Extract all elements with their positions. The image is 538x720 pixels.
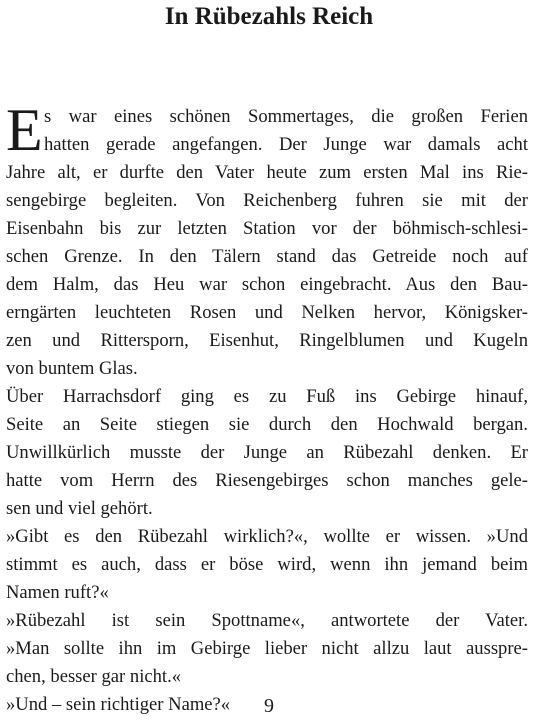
text-line: Jahre alt, er durfte den Vater heute zum ersten Mal ins Rie-	[6, 162, 528, 183]
text-line: »Und – sein richtiger Name?«	[6, 694, 231, 715]
page-number: 9	[264, 695, 274, 717]
text-line: stimmt es auch, dass er böse wird, wenn ihn jemand beim	[6, 554, 528, 575]
text-line: erngärten leuchteten Rosen und Nelken hervor, Königsker-	[6, 302, 528, 323]
text-line: sen und viel gehört.	[6, 498, 153, 519]
text-line: s war eines schönen Sommertages, die großen Ferien	[44, 106, 528, 127]
text-line: Über Harrachsdorf ging es zu Fuß ins Gebirge hinauf,	[6, 386, 528, 407]
chapter-title: In Rübezahls Reich	[164, 3, 374, 30]
drop-cap-letter: E	[6, 97, 43, 163]
text-line: chen, besser gar nicht.«	[6, 666, 182, 687]
text-line: »Man sollte ihn im Gebirge lieber nicht allzu laut ausspre-	[6, 638, 528, 659]
text-line: von buntem Glas.	[6, 358, 138, 379]
text-line: Namen ruft?«	[6, 582, 109, 603]
text-line: »Rübezahl ist sein Spottname«, antwortete der Vater.	[6, 610, 528, 631]
text-line: zen und Rittersporn, Eisenhut, Ringelblumen und Kugeln	[6, 330, 528, 351]
text-line: dem Halm, das Heu war schon eingebracht. Aus den Bau-	[6, 274, 528, 295]
text-line: Eisenbahn bis zur letzten Station vor der böhmisch-schlesi-	[6, 218, 528, 239]
text-line: Unwillkürlich musste der Junge an Rübezahl denken. Er	[6, 442, 528, 463]
body-text	[6, 103, 528, 719]
text-line: schen Grenze. In den Tälern stand das Getreide noch auf	[6, 246, 528, 267]
text-line: hatten gerade angefangen. Der Junge war damals acht	[44, 134, 528, 155]
text-line: hatte vom Herrn des Riesengebirges schon manches gele-	[6, 470, 528, 491]
text-line: sengebirge begleiten. Von Reichenberg fuhren sie mit der	[6, 190, 528, 211]
text-line: Seite an Seite stiegen sie durch den Hochwald bergan.	[6, 414, 528, 435]
text-line: »Gibt es den Rübezahl wirklich?«, wollte er wissen. »Und	[6, 526, 528, 547]
